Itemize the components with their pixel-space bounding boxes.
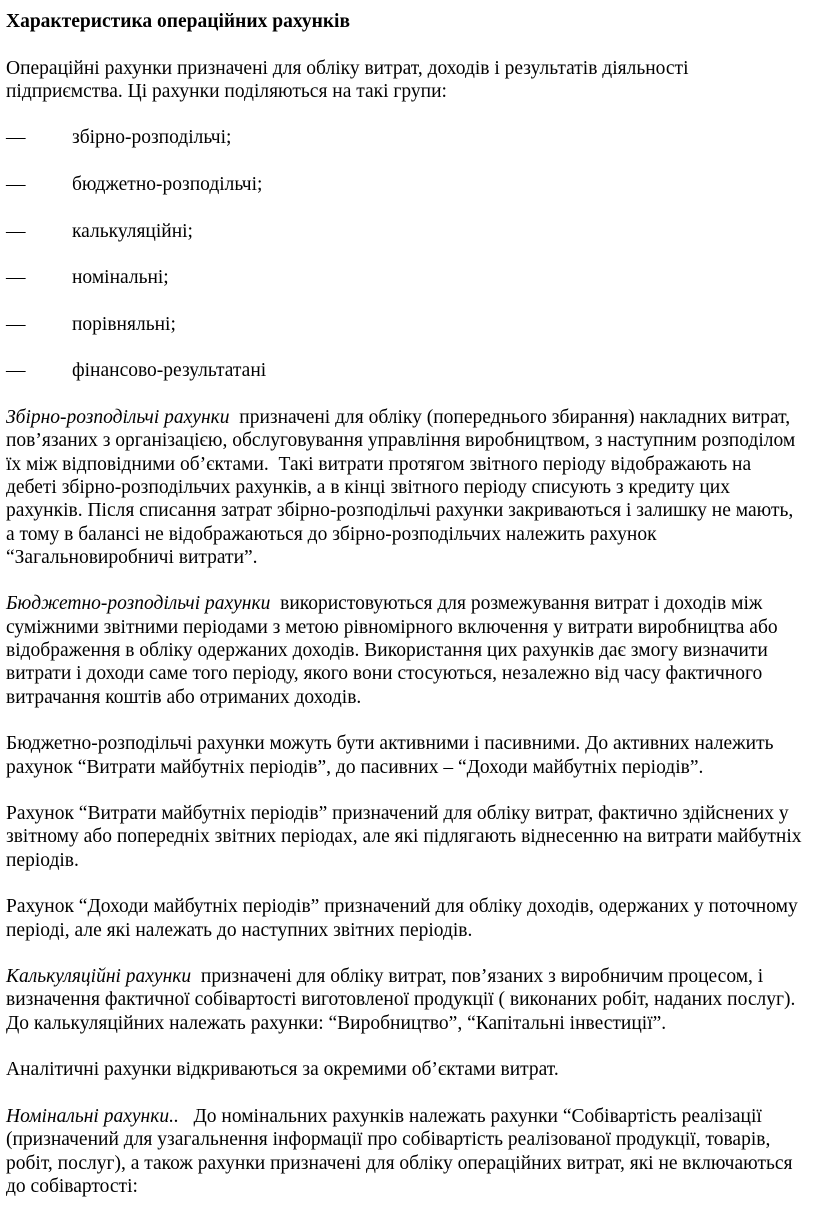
intro-paragraph: Операційні рахунки призначені для обліку витрат, доходів і результатів діяльності підприємства. Ці рахунки поділяються на такі групи: [6, 57, 689, 102]
list-item [6, 313, 806, 336]
paragraph-text: використовуються для розмежування витрат і доходів між суміжними звітними періодами з метою рівномірного включення у витрати виробництва або відображення в обліку одержаних доходів. Використання цих рахунків дає змогу визначити витрати і доходи саме того періоду, якого вони стосуються, незалежно від часу фактичного витрачання коштів або отриманих доходів. [6, 593, 788, 708]
analytical-accounts-paragraph: Аналітичні рахунки відкриваються за окремими об’єктами витрат. [6, 1059, 559, 1081]
list-item-text: порівняльні; [72, 313, 176, 335]
list-item [6, 359, 806, 382]
list-item-text: бюджетно-розподільчі; [72, 174, 263, 196]
spacer [6, 103, 806, 126]
future-expenses-paragraph: Рахунок “Витрати майбутніх періодів” призначений для обліку витрат, фактично здійснених у звітному або попередніх звітних періодах, але які підлягають віднесенню на витрати майбутніх періодів. [6, 803, 802, 871]
list-item-text: номінальні; [72, 267, 169, 289]
spacer [6, 1082, 806, 1105]
list-item-text: калькуляційні; [72, 220, 193, 242]
list-dash: — [6, 174, 26, 196]
spacer [6, 709, 806, 732]
budget-distributing-paragraph [6, 592, 806, 708]
spacer [6, 383, 806, 406]
list-dash: — [6, 220, 26, 242]
list-dash: — [6, 267, 26, 289]
list-dash: — [6, 360, 26, 382]
spacer [6, 942, 806, 965]
list-dash: — [6, 313, 26, 335]
term-budget-distributing: Бюджетно-розподільчі рахунки [6, 593, 271, 615]
costing-paragraph [6, 965, 806, 1035]
active-passive-paragraph: Бюджетно-розподільчі рахунки можуть бути активними і пасивними. До активних належить рахунок “Витрати майбутніх періодів”, до пасивних – “Доходи майбутніх періодів”. [6, 733, 774, 778]
spacer [6, 33, 806, 56]
list-item [6, 173, 806, 196]
paragraph-text: призначені для обліку витрат, пов’язаних з виробничим процесом, і визначення фактичної собівартості виготовленої продукції ( виконаних робіт, наданих послуг). До калькуляційних належать рахунки: “Виробництво”, “Капітальні інвестиції”. [6, 966, 801, 1034]
spacer [6, 569, 806, 592]
account-groups-list [6, 126, 806, 382]
future-income-paragraph: Рахунок “Доходи майбутніх періодів” призначений для обліку доходів, одержаних у поточному періоді, але які належать до наступних звітних періодів. [6, 896, 798, 941]
list-item-text: збірно-розподільчі; [72, 127, 232, 149]
spacer [6, 1035, 806, 1058]
list-item-text: фінансово-результатані [72, 360, 267, 382]
nominal-paragraph [6, 1105, 806, 1198]
list-item [6, 266, 806, 289]
term-nominal: Номінальні рахунки.. [6, 1105, 179, 1127]
term-collecting-distributing: Збірно-розподільчі рахунки [6, 407, 230, 429]
collecting-distributing-paragraph [6, 406, 806, 569]
spacer [6, 872, 806, 895]
document-title: Характеристика операційних рахунків [6, 11, 351, 32]
list-dash: — [6, 127, 26, 149]
term-costing: Калькуляційні рахунки [6, 966, 192, 988]
paragraph-text: призначені для обліку (попереднього збирання) накладних витрат, пов’язаних з організацією, обслуговування управління виробництвом, з наступним розподілом їх між відповідними об’єктами. Такі витрати протягом звітного періоду відображають на дебеті збірно-розподільчих рахунків, а в кінці звітного періоду списують з кредиту цих рахунків. Після списання затрат збірно-розподільчі рахунки закриваються і залишку не мають, а тому в балансі не відображаються до збірно-розподільчих належить рахунок “Загальновиробничі витрати”. [6, 407, 801, 568]
paragraph-text: До номінальних рахунків належать рахунки “Собівартість реалізації (призначений для узагальнення інформації про собівартість реалізованої продукції, товарів, робіт, послуг), а також рахунки призначені для обліку операційних витрат, які не включаються до собівартості: [6, 1105, 798, 1197]
list-item [6, 220, 806, 243]
spacer [6, 779, 806, 802]
list-item [6, 126, 806, 149]
